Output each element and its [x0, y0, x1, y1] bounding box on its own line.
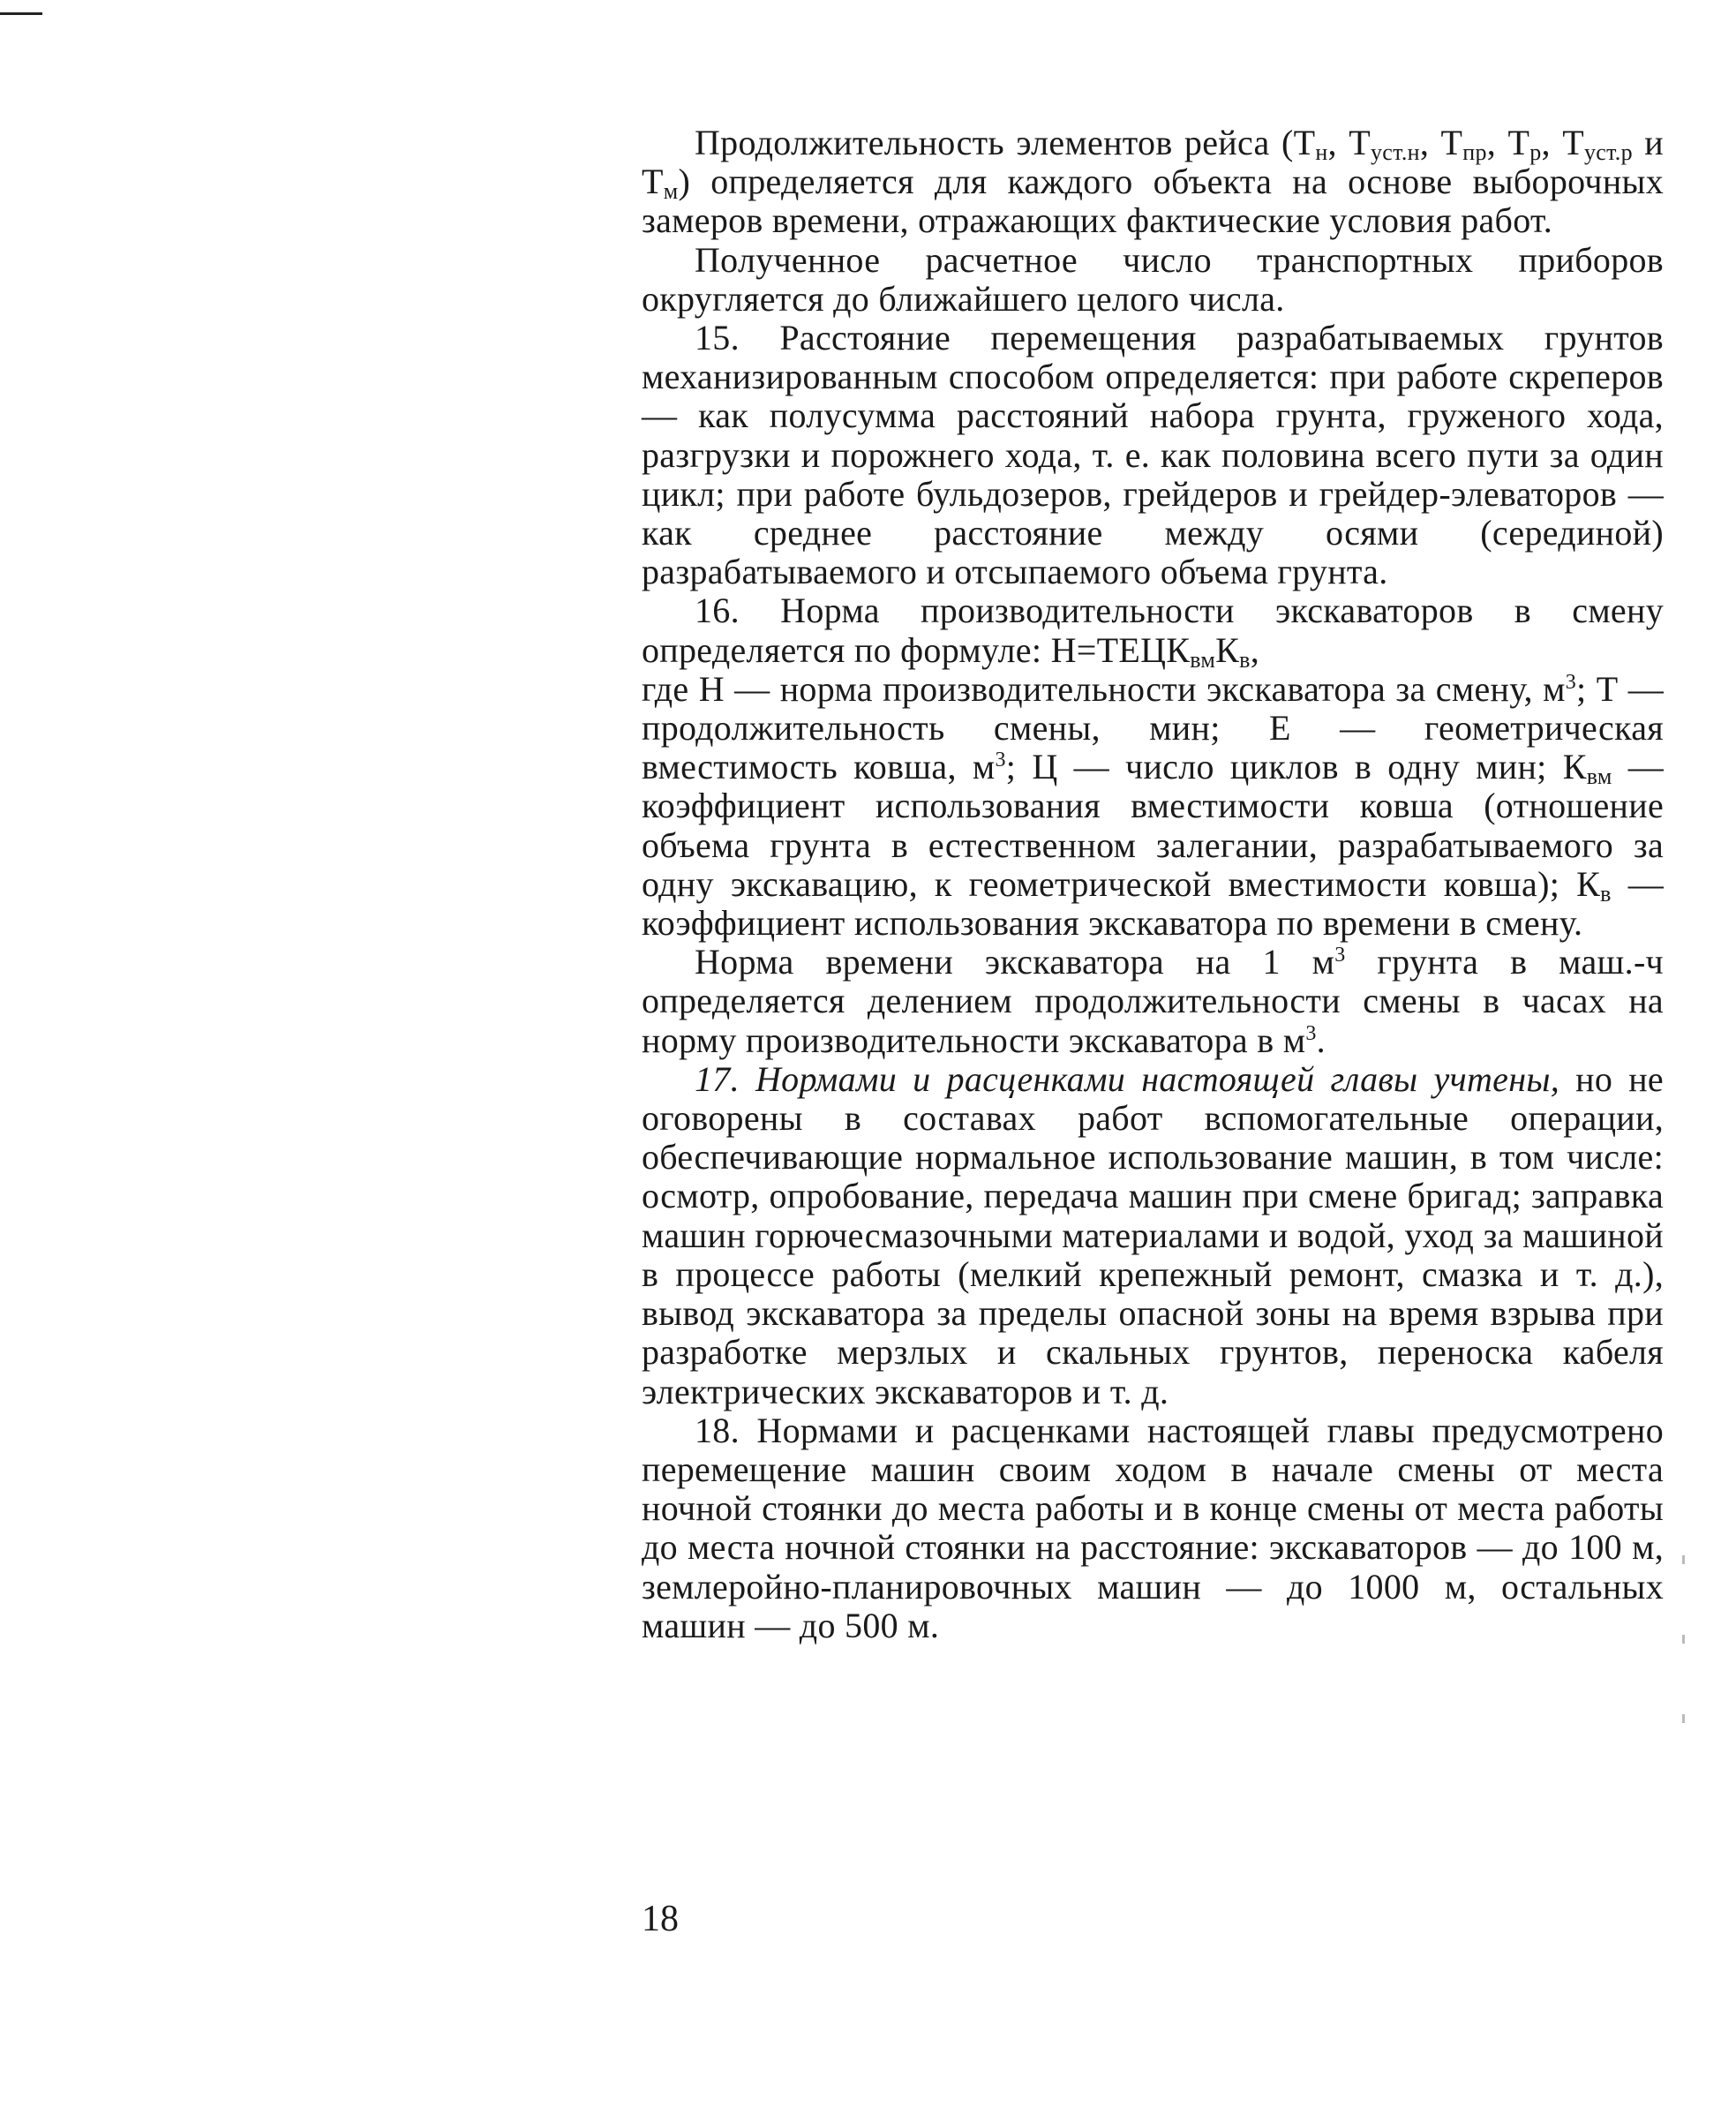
paragraph-formula-legend: где Н — норма производительности экскаватора за смену, $м^3$; Т — продолжительность смены, мин; Е — геометрическая вместимость ковша, $м^3$; Ц — число циклов в одну мин; $К_{вм}$ — коэффициент использования вместимости ковша (отношение объема грунта в естественном залегании, разрабатываемого за одну экскавацию, к геометрической вместимости ковша); $К_в$ — коэффициент использования экскаватора по времени в смену. [642, 668, 1665, 944]
paragraph-trip-elements: Продолжительность элементов рейса ($Т_н$, $Т_{уст.н}$, $Т_{пр}$, $Т_р$, $Т_{уст.р}$ и $Т_м$) определяется для каждого объекта на основе выборочных замеров времени, отражающих фактические условия работ. [642, 123, 1664, 241]
paragraph-15-distance: 15. Расстояние перемещения разрабатываемых грунтов механизированным способом определяется: при работе скреперов — как полусумма расстояний набора грунта, груженого хода, разгрузки и порожнего хода, т. е. как половина всего пути за один цикл; при работе бульдозеров, грейдеров и грейдер-элеваторов — как среднее расстояние между осями (серединой) разрабатываемого и отсыпаемого объема грунта. [642, 318, 1664, 592]
page-number: 18 [642, 1899, 679, 1939]
paragraph-17-auxiliary-operations: 17. Нормами и расценками настоящей главы учтены, но не оговорены в составах работ вспомогательные операции, обеспечивающие нормальное использование машин, в том числе: осмотр, опробование, передача машин при смене бригад; заправка машин горючесмазочными материалами и водой, уход за машиной в процессе работы (мелкий крепежный ремонт, смазка и т. д.), вывод экскаватора за пределы опасной зоны на время взрыва при разработке мерзлых и скальных грунтов, переноска кабеля электрических экскаваторов и т. д. [642, 1058, 1664, 1411]
paragraph-18-machine-movement: 18. Нормами и расценками настоящей главы предусмотрено перемещение машин своим ходом в начале смены от места ночной стоянки до места работы и в конце смены от места работы до места ночной стоянки на расстояние: экскаваторов — до 100 м, землеройно-планировочных машин — до 1000 м, остальных машин — до 500 м. [642, 1410, 1664, 1645]
scan-speck [1682, 1555, 1685, 1564]
scan-speck [1682, 1714, 1685, 1723]
paragraph-16-formula: 16. Норма производительности экскаваторов в смену определяется по формуле: $Н=ТЕЦК_{вм}К_в$, [642, 591, 1664, 673]
paragraph-time-norm: Норма времени экскаватора на 1 $м^3$ грунта в маш.-ч определяется делением продолжительности смены в часах на норму производительности экскаватора в $м^3$. [642, 942, 1664, 1060]
scan-speck [1682, 1635, 1685, 1644]
corner-scan-mark [0, 12, 42, 15]
paragraph-rounding: Полученное расчетное число транспортных приборов округляется до ближайшего целого числа. [642, 239, 1664, 319]
page-body-text [642, 124, 1664, 1645]
